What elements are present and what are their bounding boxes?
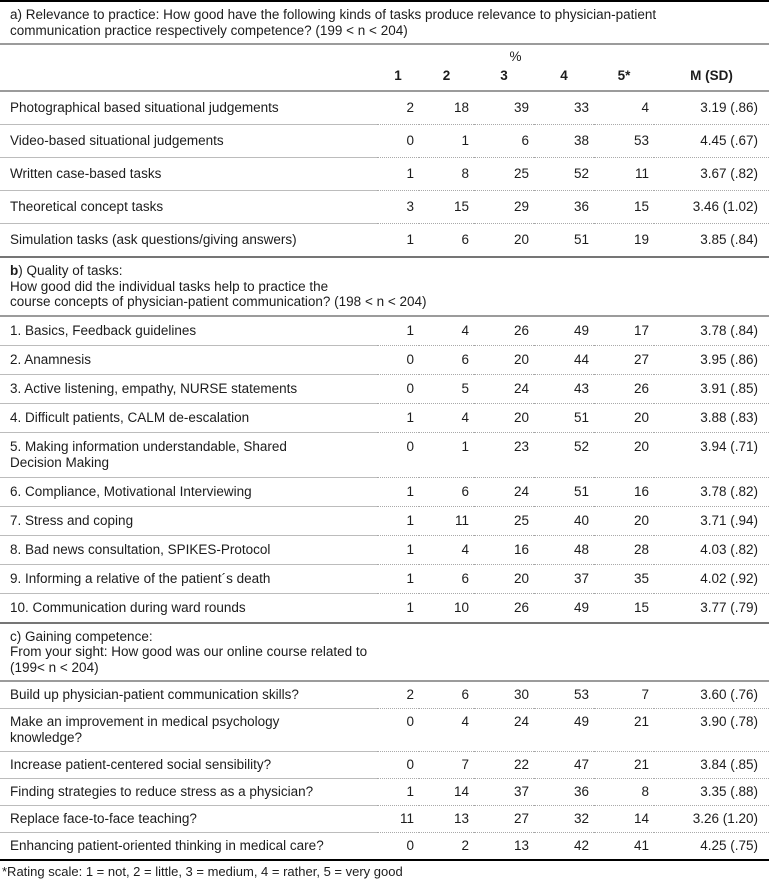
task-label: Written case-based tasks xyxy=(0,158,377,191)
section-c-header-line: From your sight: How good was our online course related to xyxy=(10,644,368,659)
section-a-header-line: a) Relevance to practice: How good have the following kinds of tasks produce relevance to physician-patient xyxy=(10,7,657,22)
percent-value-cell-3: 16 xyxy=(474,535,534,564)
section-b-header-line: course concepts of physician-patient communication? (198 < n < 204) xyxy=(10,294,427,309)
section-a-title xyxy=(10,7,761,38)
col-header-msd: M (SD) xyxy=(654,64,769,91)
task-row xyxy=(0,779,769,806)
task-label: 5. Making information understandable, Shared Decision Making xyxy=(0,432,377,477)
mean-sd-cell: 3.77 (.79) xyxy=(700,599,758,615)
section-a-rows xyxy=(0,91,769,257)
section-a-header xyxy=(0,1,769,44)
task-row xyxy=(0,535,769,564)
task-label: 9. Informing a relative of the patient´s death xyxy=(0,564,377,593)
task-label: 2. Anamnesis xyxy=(0,345,377,374)
percent-value-cell-1: 0 xyxy=(377,752,419,779)
task-row xyxy=(0,506,769,535)
mean-sd-cell: 3.67 (.82) xyxy=(654,158,769,191)
mean-sd-cell: 3.35 (.88) xyxy=(654,779,769,806)
mean-sd-cell: 3.19 (.86) xyxy=(654,91,769,125)
section-b-header xyxy=(0,257,769,316)
section-b-header-line: How good did the individual tasks help to practice the xyxy=(10,278,329,294)
percent-value-cell-3: 22 xyxy=(474,752,534,779)
task-row xyxy=(0,191,769,224)
percent-value-cell-3: 25 xyxy=(474,506,534,535)
col-header-1: 1 xyxy=(377,64,419,91)
task-row xyxy=(0,316,769,346)
mean-sd-cell: 3.91 (.85) xyxy=(654,374,769,403)
percent-value-cell-4: 32 xyxy=(534,806,594,833)
section-a-header-line: communication practice respectively competence? (199 < n < 204) xyxy=(10,22,408,38)
task-label: 8. Bad news consultation, SPIKES-Protocol xyxy=(0,535,377,564)
percent-value-cell-4: 52 xyxy=(534,432,594,477)
percent-value-cell-1: 1 xyxy=(406,232,414,247)
percent-value-cell-5: 14 xyxy=(594,806,654,833)
percent-value-cell-2: 6 xyxy=(419,564,474,593)
mean-sd-cell: 3.88 (.83) xyxy=(654,403,769,432)
percent-value-cell-5: 16 xyxy=(594,477,654,506)
percent-value-cell-4: 53 xyxy=(534,681,594,709)
task-row xyxy=(0,752,769,779)
percent-value-cell-4: 36 xyxy=(534,779,594,806)
percent-value-cell-4: 37 xyxy=(534,564,594,593)
task-row xyxy=(0,125,769,158)
percent-value-cell-3: 24 xyxy=(474,374,534,403)
percent-value-cell-4: 52 xyxy=(534,158,594,191)
percent-value-cell-5: 19 xyxy=(633,232,649,247)
percent-value-cell-3: 27 xyxy=(474,806,534,833)
task-row xyxy=(0,345,769,374)
percent-value-cell-3: 39 xyxy=(474,91,534,125)
percent-value-cell-5: 26 xyxy=(594,374,654,403)
percent-value-cell-5: 53 xyxy=(594,125,654,158)
percent-value-cell-2: 6 xyxy=(419,477,474,506)
percent-value-cell-1: 1 xyxy=(377,316,419,346)
percent-value-cell-2: 6 xyxy=(419,681,474,709)
task-label: Theoretical concept tasks xyxy=(0,191,377,224)
percent-value-cell-4: 49 xyxy=(534,316,594,346)
percent-value-cell-5: 7 xyxy=(594,681,654,709)
mean-sd-cell: 3.60 (.76) xyxy=(654,681,769,709)
percent-value-cell-1: 0 xyxy=(377,374,419,403)
percent-value-cell-1: 2 xyxy=(377,91,419,125)
task-row xyxy=(0,806,769,833)
percent-value-cell-4: 47 xyxy=(534,752,594,779)
section-c-header-line: c) Gaining competence: xyxy=(10,628,153,644)
percent-value-cell-3: 30 xyxy=(474,681,534,709)
task-row xyxy=(0,477,769,506)
rating-scale-footnote: *Rating scale: 1 = not, 2 = little, 3 = medium, 4 = rather, 5 = very good xyxy=(2,864,403,879)
mean-sd-cell: 3.94 (.71) xyxy=(654,432,769,477)
mean-sd-cell: 4.45 (.67) xyxy=(654,125,769,158)
mean-sd-cell: 3.26 (1.20) xyxy=(654,806,769,833)
percent-value-cell-5: 20 xyxy=(594,432,654,477)
percent-value-cell-2: 2 xyxy=(461,838,469,853)
section-c-title xyxy=(10,629,761,676)
percent-value-cell-5: 21 xyxy=(594,752,654,779)
percent-value-cell-2: 4 xyxy=(419,535,474,564)
percent-value-cell-1: 1 xyxy=(377,403,419,432)
percent-value-cell-4: 51 xyxy=(534,477,594,506)
section-c-header xyxy=(0,623,769,682)
percent-value-cell-2: 7 xyxy=(419,752,474,779)
percent-value-cell-1: 0 xyxy=(377,709,419,752)
task-label: Replace face-to-face teaching? xyxy=(0,806,377,833)
col-header-3: 3 xyxy=(474,64,534,91)
percent-value-cell-3: 6 xyxy=(474,125,534,158)
section-b-bold-prefix: b xyxy=(10,263,19,278)
percent-value-cell-5: 8 xyxy=(594,779,654,806)
percent-value-cell-4: 51 xyxy=(573,232,589,247)
column-header-row xyxy=(0,64,769,91)
percent-value-cell-2: 5 xyxy=(419,374,474,403)
task-label: 7. Stress and coping xyxy=(0,506,377,535)
col-header-5: 5* xyxy=(594,64,654,91)
task-label: Video-based situational judgements xyxy=(0,125,377,158)
percent-value-cell-3: 26 xyxy=(474,316,534,346)
section-c-header-line: (199< n < 204) xyxy=(10,659,99,675)
task-label: 1. Basics, Feedback guidelines xyxy=(0,316,377,346)
task-label: Make an improvement in medical psychology knowledge? xyxy=(0,709,377,752)
percent-value-cell-4: 51 xyxy=(534,403,594,432)
percent-value-cell-2: 13 xyxy=(419,806,474,833)
percent-value-cell-5: 17 xyxy=(594,316,654,346)
percent-value-cell-3: 24 xyxy=(474,709,534,752)
task-row xyxy=(0,564,769,593)
section-b-header-line: b) Quality of tasks: xyxy=(10,263,123,278)
percent-value-cell-4: 48 xyxy=(534,535,594,564)
col-header-2: 2 xyxy=(419,64,474,91)
task-row xyxy=(0,681,769,709)
percent-value-cell-2: 18 xyxy=(419,91,474,125)
task-label: 6. Compliance, Motivational Interviewing xyxy=(0,477,377,506)
percent-value-cell-3: 23 xyxy=(474,432,534,477)
percent-value-cell-1: 1 xyxy=(377,779,419,806)
task-label: Build up physician-patient communication skills? xyxy=(0,681,377,709)
percent-value-cell-2: 6 xyxy=(461,232,469,247)
percent-value-cell-1: 1 xyxy=(406,599,414,615)
task-row xyxy=(0,833,769,861)
percent-value-cell-1: 1 xyxy=(377,477,419,506)
percent-value-cell-1: 0 xyxy=(406,838,414,853)
mean-sd-cell: 3.46 (1.02) xyxy=(654,191,769,224)
task-label: 3. Active listening, empathy, NURSE statements xyxy=(0,374,377,403)
percent-value-cell-5: 20 xyxy=(594,403,654,432)
percent-value-cell-4: 49 xyxy=(573,599,589,615)
percent-value-cell-1: 1 xyxy=(377,506,419,535)
percent-value-cell-3: 29 xyxy=(474,191,534,224)
mean-sd-cell: 4.25 (.75) xyxy=(700,838,758,853)
mean-sd-cell: 3.78 (.82) xyxy=(654,477,769,506)
percent-value-cell-2: 15 xyxy=(419,191,474,224)
percent-value-cell-1: 0 xyxy=(377,432,419,477)
percent-value-cell-5: 41 xyxy=(633,838,649,853)
percent-row xyxy=(0,44,769,64)
percent-value-cell-2: 14 xyxy=(419,779,474,806)
percent-value-cell-1: 1 xyxy=(377,158,419,191)
percent-value-cell-3: 26 xyxy=(513,599,529,615)
task-row xyxy=(0,224,769,258)
percent-value-cell-3: 20 xyxy=(513,232,529,247)
mean-sd-cell: 4.02 (.92) xyxy=(654,564,769,593)
percent-value-cell-2: 11 xyxy=(419,506,474,535)
section-c-rows xyxy=(0,681,769,860)
mean-sd-cell: 3.95 (.86) xyxy=(654,345,769,374)
percent-value-cell-2: 4 xyxy=(419,709,474,752)
section-b-rows xyxy=(0,316,769,623)
task-row xyxy=(0,403,769,432)
percent-value-cell-5: 15 xyxy=(633,599,649,615)
percent-value-cell-5: 27 xyxy=(594,345,654,374)
percent-value-cell-2: 4 xyxy=(419,403,474,432)
percent-value-cell-5: 15 xyxy=(594,191,654,224)
percent-value-cell-1: 0 xyxy=(377,125,419,158)
percent-value-cell-4: 42 xyxy=(573,838,589,853)
task-row xyxy=(0,432,769,477)
task-row xyxy=(0,374,769,403)
mean-sd-cell: 3.71 (.94) xyxy=(654,506,769,535)
percent-value-cell-4: 40 xyxy=(534,506,594,535)
task-label: 4. Difficult patients, CALM de-escalation xyxy=(0,403,377,432)
percent-value-cell-4: 38 xyxy=(534,125,594,158)
mean-sd-cell: 3.84 (.85) xyxy=(654,752,769,779)
section-b-title xyxy=(10,263,761,310)
percent-value-cell-2: 8 xyxy=(419,158,474,191)
percent-value-cell-4: 36 xyxy=(534,191,594,224)
percent-value-cell-1: 0 xyxy=(377,345,419,374)
task-label: Finding strategies to reduce stress as a physician? xyxy=(0,779,377,806)
percent-value-cell-5: 35 xyxy=(594,564,654,593)
task-label: Photographical based situational judgements xyxy=(0,91,377,125)
task-row xyxy=(0,709,769,752)
percent-header: % xyxy=(509,49,522,64)
percent-value-cell-2: 1 xyxy=(419,125,474,158)
percent-value-cell-4: 44 xyxy=(534,345,594,374)
percent-value-cell-4: 43 xyxy=(534,374,594,403)
percent-value-cell-1: 3 xyxy=(377,191,419,224)
percent-value-cell-3: 13 xyxy=(513,838,529,853)
percent-value-cell-5: 28 xyxy=(594,535,654,564)
percent-value-cell-3: 24 xyxy=(474,477,534,506)
percent-value-cell-5: 11 xyxy=(594,158,654,191)
mean-sd-cell: 3.78 (.84) xyxy=(654,316,769,346)
percent-value-cell-2: 4 xyxy=(419,316,474,346)
percent-value-cell-2: 1 xyxy=(419,432,474,477)
percent-value-cell-2: 10 xyxy=(453,599,469,615)
percent-value-cell-4: 33 xyxy=(534,91,594,125)
task-label: 10. Communication during ward rounds xyxy=(10,599,246,615)
mean-sd-cell: 3.90 (.78) xyxy=(654,709,769,752)
percent-value-cell-3: 20 xyxy=(474,403,534,432)
task-label: Increase patient-centered social sensibility? xyxy=(0,752,377,779)
task-row xyxy=(0,593,769,623)
percent-value-cell-4: 49 xyxy=(534,709,594,752)
percent-value-cell-5: 4 xyxy=(594,91,654,125)
percent-value-cell-1: 1 xyxy=(377,564,419,593)
task-label: Enhancing patient-oriented thinking in medical care? xyxy=(10,838,324,853)
percent-value-cell-3: 20 xyxy=(474,564,534,593)
percent-value-cell-3: 37 xyxy=(474,779,534,806)
task-label: Simulation tasks (ask questions/giving answers) xyxy=(10,232,297,247)
mean-sd-cell: 4.03 (.82) xyxy=(654,535,769,564)
percent-value-cell-5: 20 xyxy=(594,506,654,535)
percent-value-cell-1: 2 xyxy=(377,681,419,709)
percent-value-cell-1: 11 xyxy=(377,806,419,833)
col-header-4: 4 xyxy=(534,64,594,91)
mean-sd-cell: 3.85 (.84) xyxy=(700,232,758,247)
percent-value-cell-1: 1 xyxy=(377,535,419,564)
percent-value-cell-3: 25 xyxy=(474,158,534,191)
percent-value-cell-2: 6 xyxy=(419,345,474,374)
percent-value-cell-3: 20 xyxy=(474,345,534,374)
task-row xyxy=(0,91,769,125)
percent-value-cell-5: 21 xyxy=(594,709,654,752)
task-row xyxy=(0,158,769,191)
